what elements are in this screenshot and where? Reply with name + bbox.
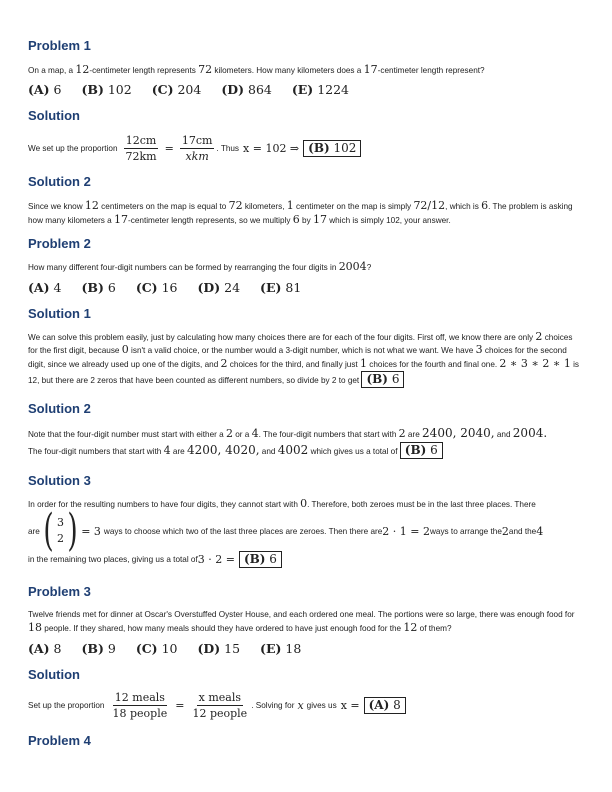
problem-4-heading: Problem 4 xyxy=(28,733,91,748)
choice-d: (D) 864 xyxy=(221,82,272,97)
choice-a: (A) 8 xyxy=(28,641,62,656)
problem-2-solution-2-heading: Solution 2 xyxy=(28,401,91,416)
answer-box: (B) 6 xyxy=(400,442,443,459)
problem-2-solution-3-text-line3: in the remaining two places, giving us a total of 3 · 2 = (B) 6 xyxy=(28,551,282,568)
choice-c: (C) 204 xyxy=(151,82,202,97)
choice-e: (E) 18 xyxy=(260,641,302,656)
problem-2-solution-3-heading: Solution 3 xyxy=(28,473,91,488)
problem-1-statement: On a map, a 12-centimeter length represents 72 kilometers. How many kilometers does a 17-centimeter length represent? xyxy=(28,63,485,76)
problem-1-heading: Problem 1 xyxy=(28,38,91,53)
choice-a: (A) 4 xyxy=(28,280,62,295)
choice-b: (B) 102 xyxy=(81,82,132,97)
answer-box: (B) 102 xyxy=(303,140,361,157)
choice-e: (E) 1224 xyxy=(291,82,350,97)
problem-2-solution-2-text: Note that the four-digit number must start with either a 2 or a 4. The four-digit numbers that start with 2 are 2400, 2040, and 2004. The four-digit numbers that start with 4 are 4200, 4020, and 4002 which gives us a total of (B) 6 xyxy=(28,426,548,457)
problem-2-solution-1-heading: Solution 1 xyxy=(28,306,91,321)
choice-c: (C) 16 xyxy=(135,280,178,295)
problem-1-solution-2-text: Since we know 12 centimeters on the map is equal to 72 kilometers, 1 centimeter on the map is simply 72/12, which is 6. The problem is asking how many kilometers a 17-centimeter length represents, so we multiply 6 by 17 which is simply 102, your answer. xyxy=(28,199,573,226)
answer-box: (B) 6 xyxy=(361,371,404,388)
choice-d: (D) 15 xyxy=(197,641,241,656)
problem-3-statement: Twelve friends met for dinner at Oscar's Overstuffed Oyster House, and each ordered one meal. The portions were so large, there was enough food for 18 people. If they shared, how many meals should they have ordered to have just enough food for the 12 of them? xyxy=(28,610,575,634)
problem-1-choices xyxy=(28,82,369,97)
binomial-coefficient: ( 3 2 ) xyxy=(43,505,78,556)
problem-2-solution-1-text: We can solve this problem easily, just by calculating how many choices there are for each of the four digits. First off, we know there are only 2 choices for the first digit, because 0 isn't a valid choice, or the number would a 3-digit number, which is not what we want. We have 3 choices for the second digit, since we already used up one of the digits, and 2 choices for the third, and finally just 1 choices for the fourth and final one. 2 ∗ 3 ∗ 2 ∗ 1 is 12, but there are 2 zeros that have been counted as different numbers, so divide by 2 to get (B) 6 xyxy=(28,330,580,386)
problem-2-choices xyxy=(28,280,321,295)
choice-c: (C) 10 xyxy=(135,641,178,656)
problem-2-heading: Problem 2 xyxy=(28,236,91,251)
problem-2-solution-3-text-line2: are ( 3 2 ) = 3 ways to choose which two of the last three places are zeroes. Then there are 2 · 1 = 2 ways to arrange the 2 and the 4 xyxy=(28,505,544,556)
choice-a: (A) 6 xyxy=(28,82,62,97)
problem-1-solution-line: We set up the proportion $\frac{12cm}{72km}$ = $\frac{17cm}{\text{xkm}}$ . Thus x = 102 ⇒ (B) 102 xyxy=(28,133,361,164)
problem-3-solution-line: Set up the proportion $\frac{\text{12 meals}}{\text{18 people}}$ = $\frac{\text{x meals}}{\text{12 people}}$ . Solving for x gives us x = (A) 8 xyxy=(28,690,406,721)
problem-2-statement: How many different four-digit numbers can be formed by rearranging the four digits in 2004? xyxy=(28,260,372,273)
problem-2-solution-3-text-line1: In order for the resulting numbers to have four digits, they cannot start with 0. Therefore, both zeroes must be in the last three places. There xyxy=(28,497,536,510)
answer-box: (A) 8 xyxy=(364,697,406,714)
problem-3-heading: Problem 3 xyxy=(28,584,91,599)
choice-b: (B) 6 xyxy=(81,280,116,295)
choice-d: (D) 24 xyxy=(197,280,241,295)
problem-1-solution-heading: Solution xyxy=(28,108,80,123)
answer-box: (B) 6 xyxy=(239,551,282,568)
problem-3-solution-heading: Solution xyxy=(28,667,80,682)
choice-e: (E) 81 xyxy=(260,280,302,295)
problem-3-choices xyxy=(28,641,321,656)
problem-1-solution-2-heading: Solution 2 xyxy=(28,174,91,189)
choice-b: (B) 9 xyxy=(81,641,116,656)
